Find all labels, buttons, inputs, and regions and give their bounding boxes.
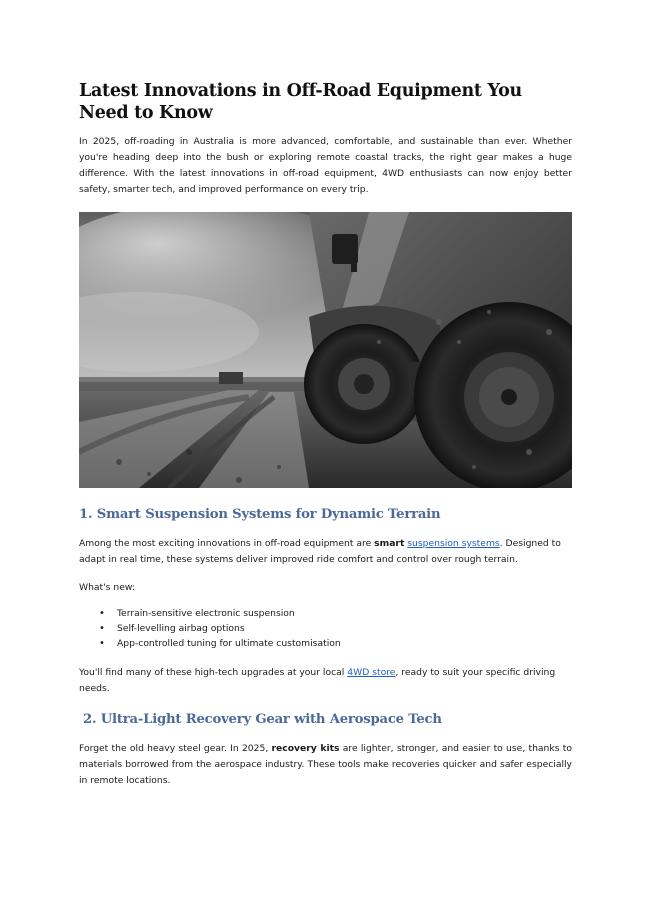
hero-image [79, 212, 572, 488]
store-paragraph [79, 665, 572, 697]
smart-bold-text: smart [374, 538, 405, 549]
suspension-text-end: . Designed to adapt in real time, these systems deliver improved ride comfort and control over rough terrain. [79, 538, 561, 565]
whats-new-label: What's new: [79, 582, 135, 593]
section-heading-smart-suspension: 1. Smart Suspension Systems for Dynamic Terrain [79, 507, 441, 522]
list-item: • App-controlled tuning for ultimate customisation [99, 636, 572, 651]
4wd-store-link[interactable]: 4WD store [347, 667, 396, 678]
suspension-paragraph [79, 536, 572, 568]
section-heading-recovery-gear: 2. Ultra-Light Recovery Gear with Aerospace Tech [83, 712, 442, 727]
list-item: • Terrain-sensitive electronic suspension [99, 606, 572, 621]
store-text-end: , ready to suit your specific driving needs. [79, 667, 556, 694]
suspension-systems-link[interactable]: suspension systems [407, 538, 500, 549]
feature-list [79, 606, 572, 651]
intro-paragraph: In 2025, off-roading in Australia is more advanced, comfortable, and sustainable than ever. Whether you're heading deep into the bush or exploring remote coastal tracks, the right gear makes a huge difference. With the latest innovations in off-road equipment, 4WD enthusiasts can now enjoy better safety, smarter tech, and improved performance on every trip. [79, 136, 572, 195]
recovery-kits-bold-text: recovery kits [271, 743, 340, 754]
recovery-text-start: Forget the old heavy steel gear. In 2025, [79, 743, 272, 754]
store-text-start: You'll find many of these high-tech upgrades at your local [79, 667, 348, 678]
list-item: • Self-levelling airbag options [99, 621, 572, 636]
page-title: Latest Innovations in Off-Road Equipment You Need to Know [79, 81, 522, 123]
recovery-text-end: are lighter, stronger, and easier to use, thanks to materials borrowed from the aerospace industry. These tools make recoveries quicker and safer especially in remote locations. [79, 743, 572, 786]
recovery-paragraph [79, 741, 572, 789]
suspension-text-start: Among the most exciting innovations in off-road equipment are [79, 538, 375, 549]
article-body [79, 80, 572, 789]
